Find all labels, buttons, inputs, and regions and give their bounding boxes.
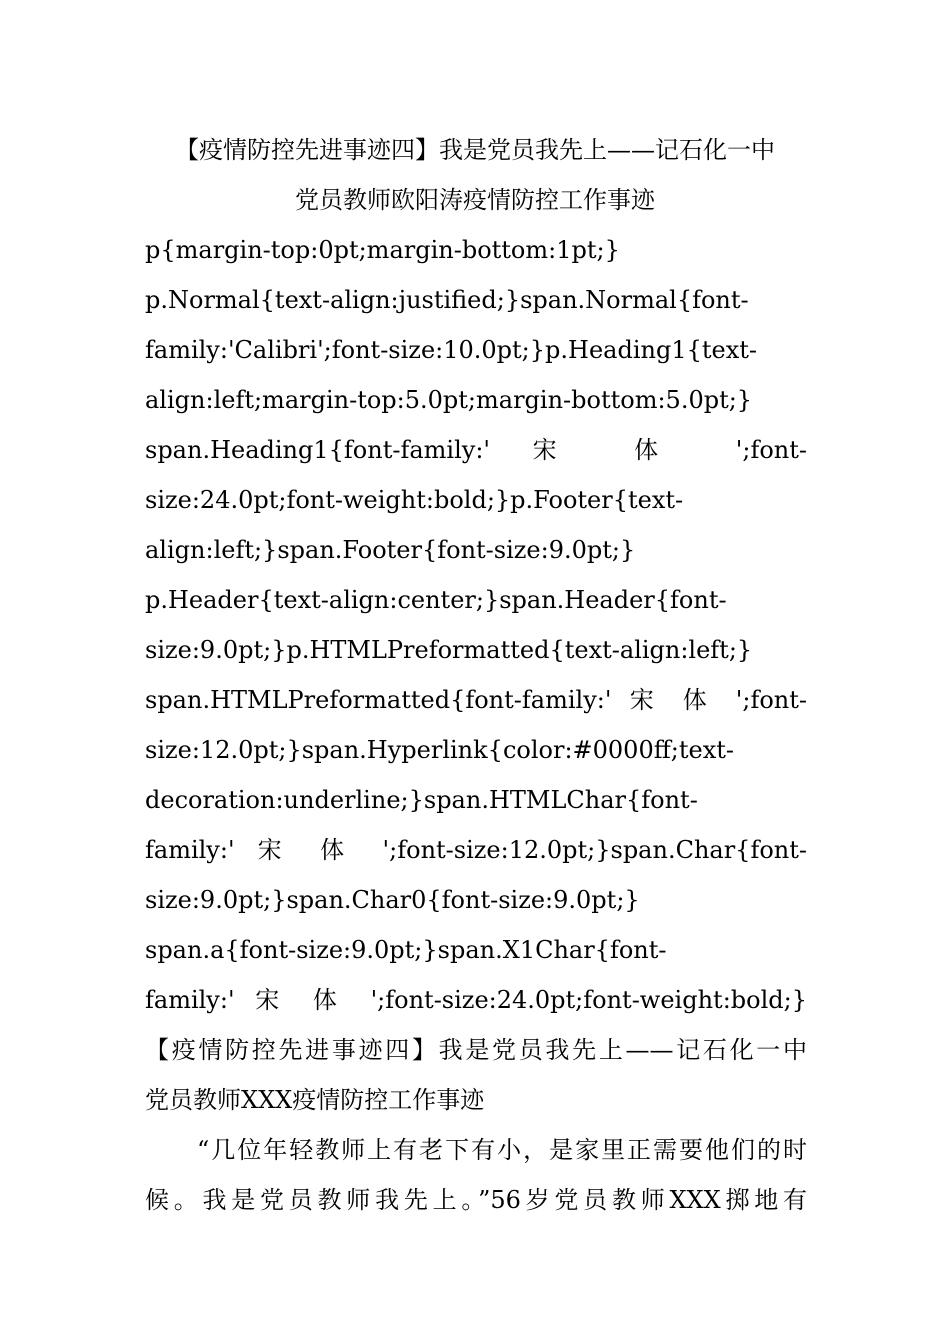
body-line: span.a{font-size:9.0pt;}span.X1Char{font-: [145, 936, 667, 964]
body-line: 候。我是党员教师我先上。”56岁党员教师XXX掷地有: [145, 1186, 807, 1214]
body-line: size:12.0pt;}span.Hyperlink{color:#0000ff;text-: [145, 736, 734, 764]
body-line: 【疫情防控先进事迹四】我是党员我先上——记石化一中: [145, 1036, 807, 1064]
body-line: size:9.0pt;}p.HTMLPreformatted{text-align:left;}: [145, 636, 753, 664]
body-line: span.HTMLPreformatted{font-family:' 宋 体 ';font-: [145, 686, 807, 714]
body-line: span.Heading1{font-family:' 宋 体 ';font-: [145, 436, 807, 464]
body-line: p.Header{text-align:center;}span.Header{font-: [145, 586, 727, 614]
document-title-line-2: 党员教师欧阳涛疫情防控工作事迹: [295, 186, 655, 214]
body-line: align:left;}span.Footer{font-size:9.0pt;}: [145, 536, 636, 564]
body-line: p.Normal{text-align:justified;}span.Normal{font-: [145, 286, 749, 314]
body-line: size:9.0pt;}span.Char0{font-size:9.0pt;}: [145, 886, 640, 914]
document-title-line-1: 【疫情防控先进事迹四】我是党员我先上——记石化一中: [175, 136, 775, 164]
body-line: 党员教师XXX疫情防控工作事迹: [145, 1086, 485, 1114]
body-line: size:24.0pt;font-weight:bold;}p.Footer{text-: [145, 486, 684, 514]
body-line: family:'Calibri';font-size:10.0pt;}p.Heading1{text-: [145, 336, 757, 364]
body-line: align:left;margin-top:5.0pt;margin-bottom:5.0pt;}: [145, 386, 753, 414]
body-line: decoration:underline;}span.HTMLChar{font-: [145, 786, 698, 814]
body-line: p{margin-top:0pt;margin-bottom:1pt;}: [145, 236, 620, 264]
body-line: family:' 宋 体 ';font-size:12.0pt;}span.Char{font-: [145, 836, 807, 864]
body-line: “几位年轻教师上有老下有小，是家里正需要他们的时: [145, 1136, 807, 1164]
body-line: family:' 宋 体 ';font-size:24.0pt;font-weight:bold;}: [145, 986, 807, 1014]
